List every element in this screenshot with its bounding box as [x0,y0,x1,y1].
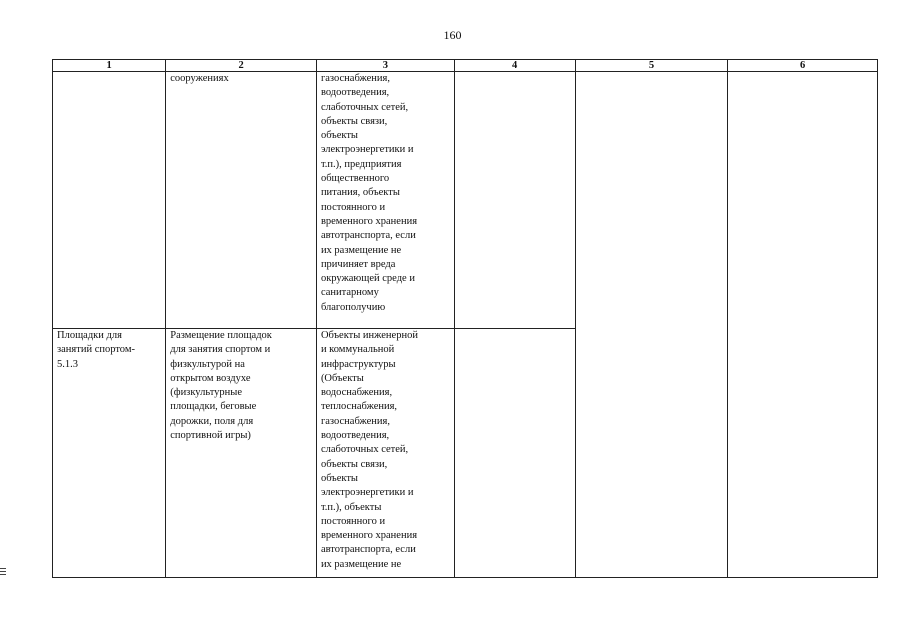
header-col-2: 2 [166,60,317,72]
table-row [53,72,878,329]
cell-row2-col4 [454,329,575,578]
cell-row1-col5 [575,72,728,578]
header-col-4: 4 [454,60,575,72]
cell-row2-col3: Объекты инженерной и коммунальной инфраструктуры (Объекты водоснабжения, теплоснабжения, газоснабжения, водоотведения, слаботочных сетей, объекты связи, объекты электроэнергетики и т.п.), объекты постоянного и временного хранения автотранспорта, если их размещение не [316,329,454,578]
cell-row1-col6 [728,72,878,578]
header-col-5: 5 [575,60,728,72]
table-header-row [53,60,878,72]
header-col-1: 1 [53,60,166,72]
page-number: 160 [443,28,462,42]
scan-edge-mark [0,568,6,579]
header-col-3: 3 [316,60,454,72]
cell-row2-col1: Площадки для занятий спортом- 5.1.3 [53,329,166,578]
cell-row1-col4 [454,72,575,329]
cell-row1-col2: сооружениях [166,72,317,329]
cell-row1-col3: газоснабжения, водоотведения, слаботочных сетей, объекты связи, объекты электроэнергетики и т.п.), предприятия общественного питания, объекты постоянного и временного хранения автотранспорта, если их размещение не причиняет вреда окружающей среде и санитарному благополучию [316,72,454,329]
header-col-6: 6 [728,60,878,72]
document-table [52,59,878,578]
cell-row1-col1 [53,72,166,329]
cell-row2-col2: Размещение площадок для занятия спортом и физкультурой на открытом воздухе (физкультурные площадки, беговые дорожки, поля для спортивной игры) [166,329,317,578]
